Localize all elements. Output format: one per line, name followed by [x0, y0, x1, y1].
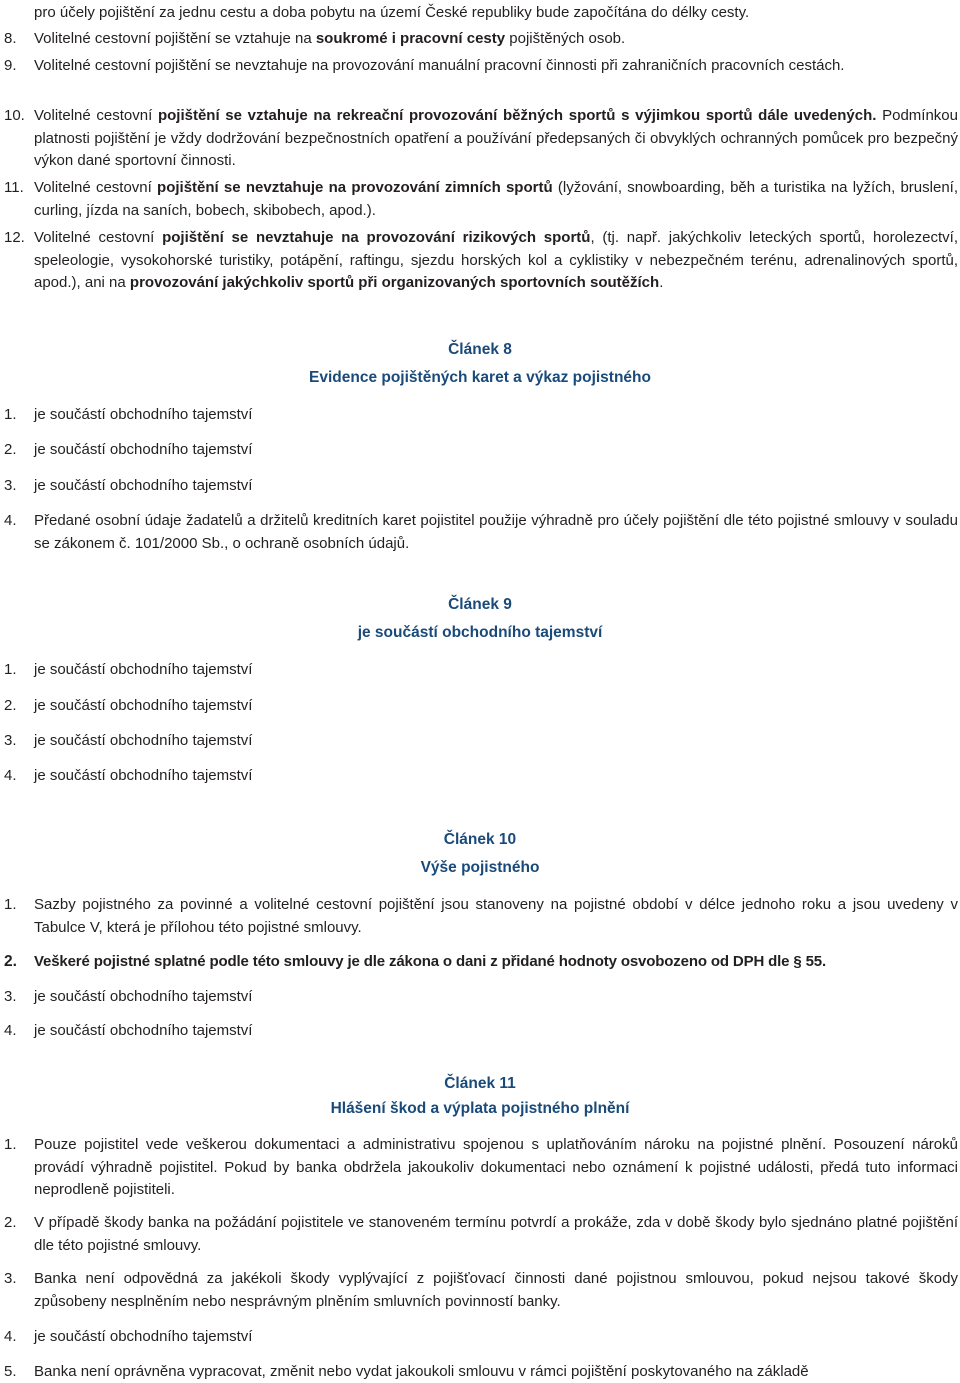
item-number: 11. [4, 179, 24, 196]
item-number: 3. [4, 477, 17, 494]
item-number: 5. [4, 1363, 17, 1380]
item-text: je součástí obchodního tajemství [34, 1022, 253, 1039]
item-number: 1. [4, 896, 17, 913]
article-title: Článek 11 [444, 1075, 516, 1092]
item-number: 3. [4, 732, 17, 749]
item-number: 2. [4, 441, 17, 458]
item-text: V případě škody banka na požádání pojistitele ve stanoveném termínu potvrdí a prokáže, zda v době škody bylo sjednáno platné pojištění dle této pojistné smlouvy. [34, 1214, 958, 1254]
article-subtitle: Výše pojistného [420, 859, 540, 876]
item-number: 10. [4, 107, 25, 124]
item-text: je součástí obchodního tajemství [34, 732, 253, 749]
item-text: Banka není odpovědná za jakékoli škody vyplývající z pojišťovací činnosti dané pojistnou smlouvou, pokud nejsou takové škody způsobeny nesplněním nebo nesprávným plněním smluvních povinností banky. [34, 1270, 958, 1310]
item-number: 4. [4, 1328, 17, 1345]
article-title: Článek 8 [448, 341, 512, 358]
item-number: 12. [4, 229, 25, 246]
item-number: 1. [4, 1136, 17, 1153]
item-text: Volitelné cestovní pojištění se vztahuje na rekreační provozování běžných sportů s výjimkou sportů dále uvedených. Podmínkou platnosti pojištění je vždy dodržování bezpečnostních opatření a používání předepsaných či obvyklých ochranných pomůcek pro bezpečný výkon dané sportovní činnosti. [34, 107, 958, 169]
item-text: Veškeré pojistné splatné podle této smlouvy je dle zákona o dani z přidané hodnoty osvobozeno od DPH dle § 55. [34, 953, 826, 970]
item-number: 3. [4, 1270, 17, 1287]
item-number: 1. [4, 661, 17, 678]
item-text: je součástí obchodního tajemství [34, 767, 253, 784]
item-number: 4. [4, 512, 17, 529]
item-text: Předané osobní údaje žadatelů a držitelů kreditních karet pojistitel použije výhradně pro účely pojištění dle této pojistné smlouvy v souladu se zákonem č. 101/2000 Sb., o ochraně osobních údajů. [34, 512, 958, 552]
item-text: Volitelné cestovní pojištění se nevztahuje na provozování manuální pracovní činnosti při zahraničních pracovních cestách. [34, 57, 845, 74]
item-text: je součástí obchodního tajemství [34, 697, 253, 714]
item-text: Volitelné cestovní pojištění se nevztahuje na provozování rizikových sportů, (tj. např. jakýchkoliv leteckých sportů, horolezectví, speleologie, vysokohorské turistiky, potápění, raftingu, sjezdu horských kol a cyklistiky v nebezpečném terénu, adrenalinových sportů, apod.), ani na provozování jakýchkoliv sportů při organizovaných sportovních soutěžích. [34, 229, 958, 291]
item-text: je součástí obchodního tajemství [34, 1328, 253, 1345]
item-text: je součástí obchodního tajemství [34, 441, 253, 458]
list-item [0, 1361, 958, 1383]
item-text: je součástí obchodního tajemství [34, 988, 253, 1005]
item-number: 2. [4, 697, 17, 714]
item-number: 8. [4, 30, 17, 47]
article-subtitle: Evidence pojištěných karet a výkaz pojistného [309, 369, 651, 386]
item-number: 3. [4, 988, 17, 1005]
article-subtitle: je součástí obchodního tajemství [357, 624, 603, 641]
item-text: Sazby pojistného za povinné a volitelné cestovní pojištění jsou stanoveny na pojistné období v délce jednoho roku a jsou uvedeny v Tabulce V, která je přílohou této pojistné smlouvy. [34, 896, 958, 936]
item-text: je součástí obchodního tajemství [34, 406, 253, 423]
item-text: Banka není oprávněna vypracovat, změnit nebo vydat jakoukoli smlouvu v rámci pojištění poskytovaného na základě [34, 1363, 809, 1380]
item-number: 4. [4, 1022, 17, 1039]
item-text: je součástí obchodního tajemství [34, 477, 253, 494]
item-text: Volitelné cestovní pojištění se vztahuje na soukromé i pracovní cesty pojištěných osob. [34, 30, 626, 47]
paragraph-text: pro účely pojištění za jednu cestu a doba pobytu na území České republiky bude započítána do délky cesty. [34, 4, 750, 21]
item-text: Volitelné cestovní pojištění se nevztahuje na provozování zimních sportů (lyžování, snowboarding, běh a turistika na lyžích, bruslení, curling, jízda na saních, bobech, skibobech, apod.). [34, 179, 958, 219]
item-number: 9. [4, 57, 17, 74]
item-text: Pouze pojistitel vede veškerou dokumentaci a administrativu spojenou s uplatňováním nároku na pojistné plnění. Posouzení nároků provádí výhradně pojistitel. Pokud by banka obdržela jakoukoliv dokumentaci nebo oznámení k pojistné události, předá tuto informaci neprodleně pojistiteli. [34, 1136, 958, 1198]
item-number: 1. [4, 406, 17, 423]
article-subtitle: Hlášení škod a výplata pojistného plnění [330, 1100, 630, 1117]
article-title: Článek 10 [443, 831, 517, 848]
item-number: 4. [4, 767, 17, 784]
article-title: Článek 9 [448, 596, 512, 613]
item-number: 2. [4, 1214, 17, 1231]
item-text: je součástí obchodního tajemství [34, 661, 253, 678]
item-number: 2. [4, 953, 17, 970]
